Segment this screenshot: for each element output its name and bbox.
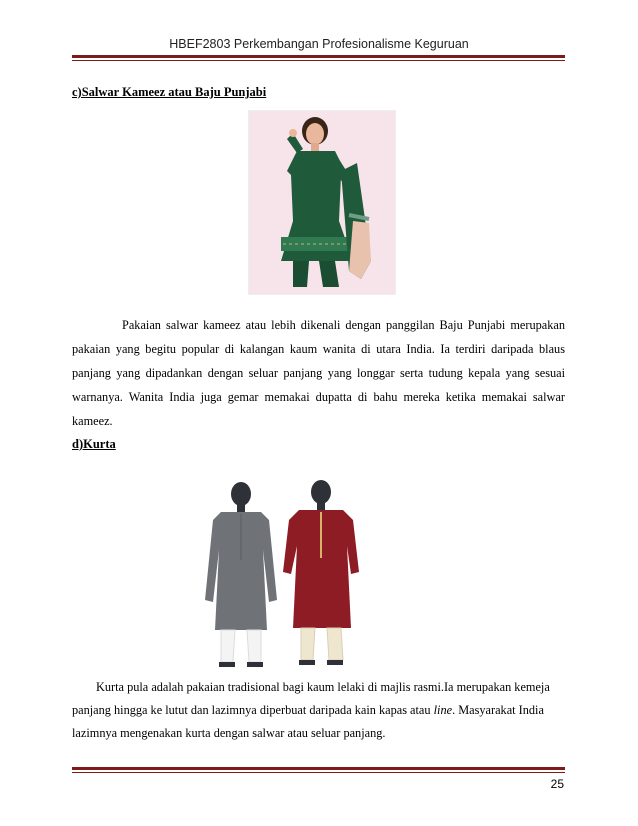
kurta-paragraph-text-2: . Masyarakat India lazimnya mengenakan kurta dengan salwar atau seluar panjang. (72, 703, 544, 740)
kurta-photo (193, 480, 371, 670)
page-header: HBEF2803 Perkembangan Profesionalisme Keguruan (169, 37, 469, 51)
salwar-kameez-photo (248, 110, 396, 295)
header-rule (72, 55, 565, 61)
kurta-paragraph-italic: line (433, 703, 453, 717)
footer-rule (72, 767, 565, 773)
kurta-paragraph (72, 676, 565, 745)
section-heading-kurta: d)Kurta (72, 437, 116, 451)
salwar-kameez-paragraph: Pakaian salwar kameez atau lebih dikenali dengan panggilan Baju Punjabi merupakan pakaian yang begitu popular di kalangan kaum wanita di utara India. Ia terdiri daripada blaus panjang yang dipadankan dengan seluar panjang yang longgar serta tudung kepala yang sesuai warnanya. Wanita India juga gemar memakai dupatta di bahu mereka ketika memakai salwar kameez. (72, 318, 565, 428)
kurta-paragraph-text-1: Kurta pula adalah pakaian tradisional bagi kaum lelaki di majlis rasmi.Ia merupakan kemeja panjang hingga ke lutut dan lazimnya diperbuat daripada kain kapas atau (72, 680, 550, 717)
page-number: 25 (550, 777, 564, 791)
section-heading-salwar-kameez: c)Salwar Kameez atau Baju Punjabi (72, 85, 267, 99)
